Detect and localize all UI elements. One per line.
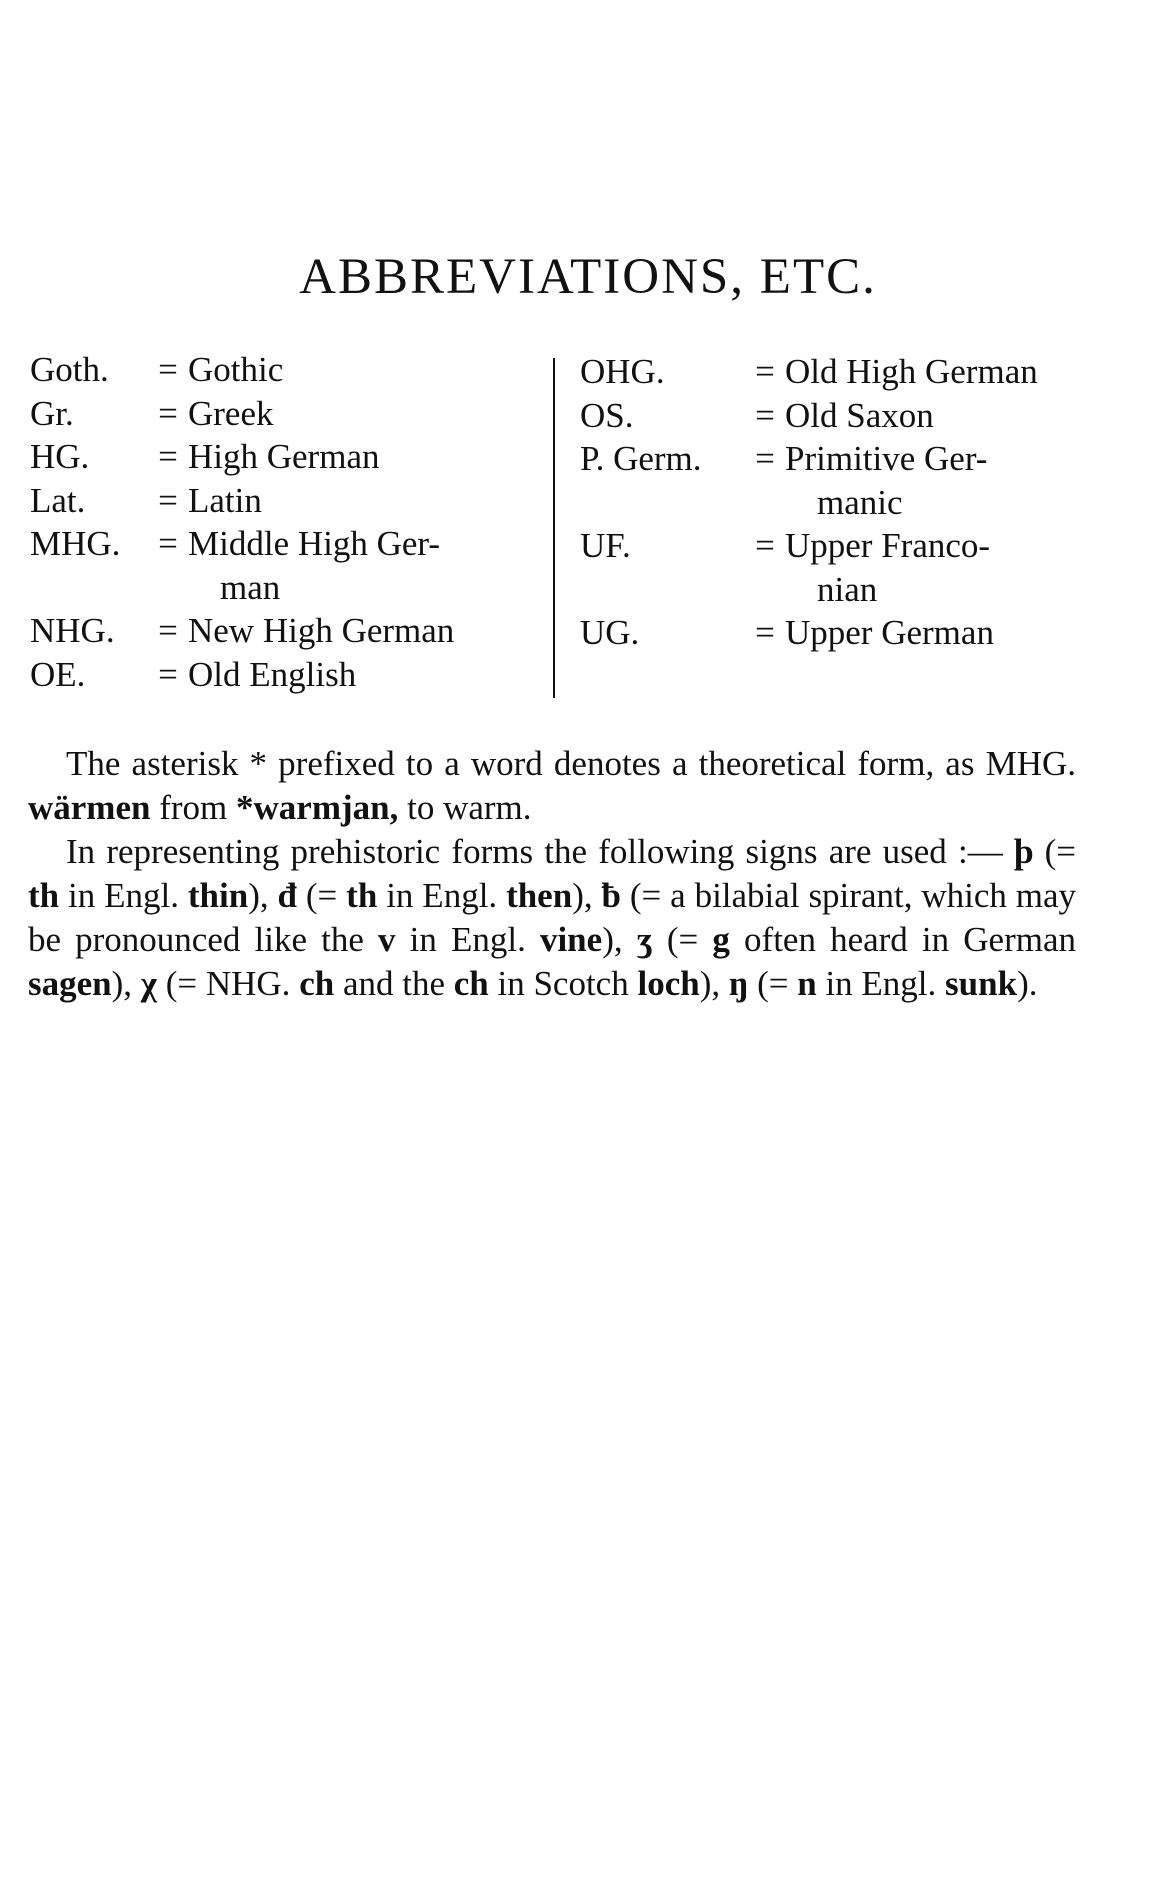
abbreviation-value: New High German bbox=[188, 611, 455, 650]
abbreviation-key: HG. bbox=[30, 437, 90, 476]
example-word: th bbox=[28, 876, 60, 915]
equals-sign: = bbox=[158, 611, 178, 650]
text-run: ), bbox=[699, 964, 729, 1003]
abbreviation-value: Old Saxon bbox=[785, 395, 934, 435]
sign-symbol: đ bbox=[277, 876, 297, 915]
text-run: (= bbox=[296, 876, 347, 915]
abbreviation-value: Latin bbox=[188, 480, 262, 520]
example-word: th bbox=[346, 876, 378, 915]
abbreviation-key: OE. bbox=[30, 654, 86, 694]
example-word: then bbox=[506, 876, 573, 915]
text-run: ), bbox=[572, 876, 602, 915]
abbreviation-value: Greek bbox=[188, 393, 274, 433]
text-run: ). bbox=[1017, 964, 1038, 1003]
example-word: v bbox=[378, 920, 396, 959]
abbreviation-row bbox=[30, 435, 535, 479]
abbreviation-value: High German bbox=[188, 437, 380, 476]
text-run: (= bbox=[748, 964, 798, 1003]
sign-symbol: ʒ bbox=[636, 920, 653, 959]
equals-sign: = bbox=[755, 439, 775, 478]
text-run: in Engl. bbox=[377, 876, 507, 915]
text-run: (= NHG. bbox=[156, 964, 300, 1003]
abbreviation-value-wrapped bbox=[188, 522, 535, 609]
abbreviation-value: Primitive Ger- bbox=[785, 439, 988, 478]
example-word: wärmen bbox=[28, 788, 151, 827]
text-run: (= bbox=[652, 920, 713, 959]
abbreviation-key: OS. bbox=[580, 395, 634, 435]
equals-sign: = bbox=[755, 395, 775, 435]
equals-sign: = bbox=[158, 654, 178, 694]
example-word: sunk bbox=[945, 964, 1018, 1003]
abbreviation-row bbox=[580, 350, 1080, 394]
text-run: The asterisk * prefixed to a word denotes a theoretical form, as MHG. bbox=[66, 744, 1076, 783]
abbreviation-row bbox=[30, 653, 535, 697]
abbreviation-value-continuation: man bbox=[220, 567, 281, 607]
abbreviation-key: UG. bbox=[580, 613, 640, 652]
abbreviation-value-continuation: manic bbox=[817, 482, 903, 522]
abbreviation-row bbox=[30, 479, 535, 523]
body-text bbox=[28, 742, 1076, 1006]
abbreviation-key: Goth. bbox=[30, 350, 109, 389]
text-run: from bbox=[150, 788, 237, 827]
abbreviation-key: UF. bbox=[580, 526, 631, 565]
text-run: ), bbox=[111, 964, 141, 1003]
text-run: and the bbox=[334, 964, 454, 1003]
abbreviations-right-column bbox=[580, 350, 1080, 655]
asterisk-paragraph bbox=[28, 742, 1076, 830]
abbreviation-value-wrapped bbox=[785, 437, 1080, 524]
example-word: ch bbox=[453, 964, 489, 1003]
sign-symbol: ŋ bbox=[728, 964, 749, 1003]
equals-sign: = bbox=[158, 437, 178, 476]
text-run: ), bbox=[248, 876, 278, 915]
sign-symbol: þ bbox=[1013, 832, 1034, 871]
example-word: vine bbox=[539, 920, 603, 959]
text-run: (= bbox=[1033, 832, 1076, 871]
abbreviations-left-column bbox=[30, 348, 535, 696]
abbreviation-row bbox=[30, 522, 535, 609]
example-word: thin bbox=[187, 876, 249, 915]
equals-sign: = bbox=[755, 613, 775, 652]
abbreviation-row bbox=[580, 394, 1080, 438]
text-run: ), bbox=[602, 920, 637, 959]
sign-symbol: ƀ bbox=[601, 876, 621, 915]
abbreviation-key: Gr. bbox=[30, 393, 74, 433]
text-run: in Scotch bbox=[488, 964, 638, 1003]
abbreviation-row bbox=[30, 609, 535, 653]
abbreviation-row bbox=[580, 611, 1080, 655]
text-run: in Engl. bbox=[395, 920, 540, 959]
abbreviation-value: Upper Franco- bbox=[785, 526, 991, 565]
equals-sign: = bbox=[158, 480, 178, 520]
text-run: to warm. bbox=[398, 788, 532, 827]
abbreviation-key: OHG. bbox=[580, 352, 665, 391]
example-word: loch bbox=[637, 964, 700, 1003]
equals-sign: = bbox=[755, 526, 775, 565]
example-word: n bbox=[797, 964, 817, 1003]
abbreviation-value-wrapped bbox=[785, 524, 1080, 611]
column-divider bbox=[553, 358, 555, 698]
abbreviation-value-continuation: nian bbox=[817, 569, 878, 609]
equals-sign: = bbox=[158, 524, 178, 563]
abbreviation-key: P. Germ. bbox=[580, 439, 702, 478]
abbreviation-value: Upper German bbox=[785, 613, 994, 652]
abbreviation-key: MHG. bbox=[30, 524, 121, 563]
abbreviation-key: NHG. bbox=[30, 611, 115, 650]
equals-sign: = bbox=[158, 393, 178, 433]
equals-sign: = bbox=[755, 352, 775, 391]
example-word: sagen bbox=[28, 964, 112, 1003]
abbreviation-row bbox=[580, 524, 1080, 611]
abbreviation-value: Old English bbox=[188, 654, 357, 694]
text-run: In representing prehistoric forms the following signs are used :— bbox=[66, 832, 1014, 871]
text-run: in Engl. bbox=[59, 876, 188, 915]
example-word: ch bbox=[299, 964, 335, 1003]
example-word: *warmjan, bbox=[236, 788, 399, 827]
page-title: ABBREVIATIONS, ETC. bbox=[299, 249, 877, 305]
text-run: often heard in German bbox=[729, 920, 1076, 959]
equals-sign: = bbox=[158, 350, 178, 389]
abbreviation-value: Middle High Ger- bbox=[188, 524, 441, 563]
sign-symbol: χ bbox=[140, 964, 157, 1003]
abbreviation-key: Lat. bbox=[30, 480, 86, 520]
signs-paragraph bbox=[28, 830, 1076, 1006]
abbreviation-row bbox=[30, 392, 535, 436]
text-run: in Engl. bbox=[816, 964, 946, 1003]
text-run: (= a bilabial spirant, which may be pronounced like the bbox=[28, 876, 1077, 959]
abbreviation-row bbox=[30, 348, 535, 392]
abbreviation-value: Gothic bbox=[188, 350, 284, 389]
abbreviation-value: Old High German bbox=[785, 352, 1038, 391]
example-word: g bbox=[712, 920, 730, 959]
abbreviation-row bbox=[580, 437, 1080, 524]
